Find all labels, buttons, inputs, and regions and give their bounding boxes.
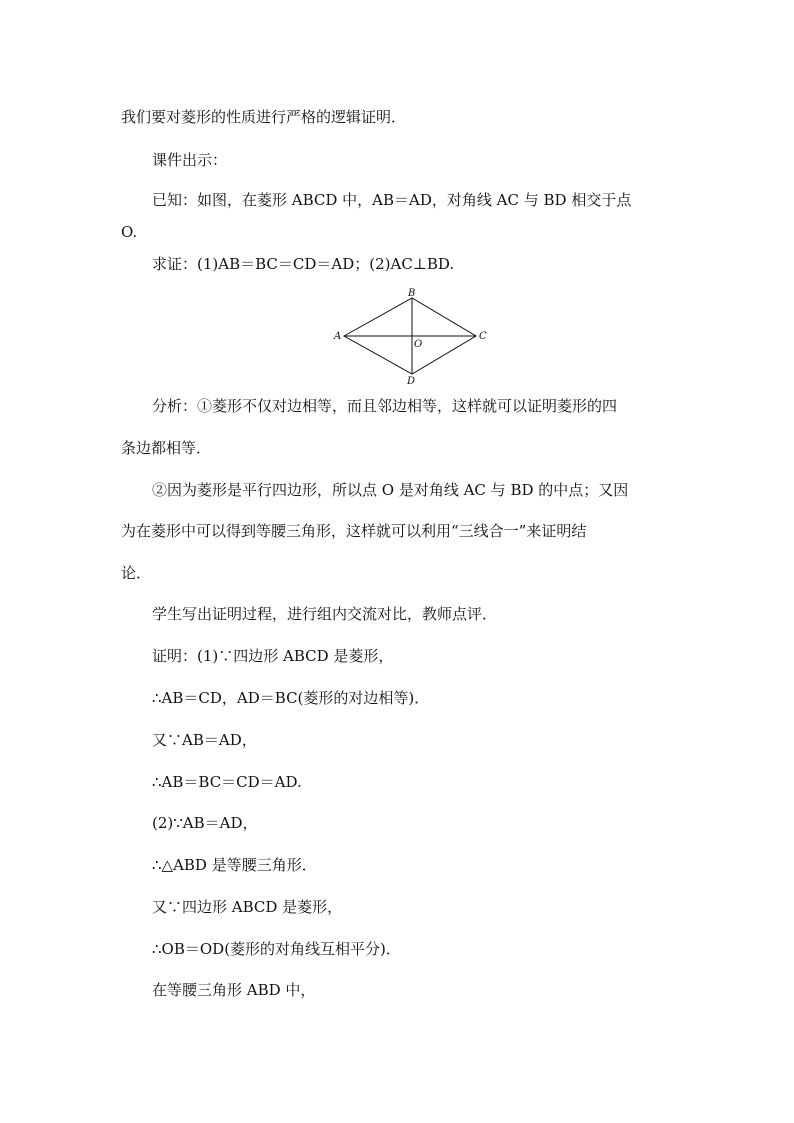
proof-step-8: ∴OB＝OD(菱形的对角线互相平分)． xyxy=(152,940,401,958)
paragraph-intro: 我们要对菱形的性质进行严格的逻辑证明． xyxy=(121,108,407,126)
student-activity: 学生写出证明过程，进行组内交流对比，教师点评． xyxy=(152,605,498,623)
given-line-1: 已知：如图，在菱形 ABCD 中，AB＝AD，对角线 AC 与 BD 相交于点 xyxy=(152,191,632,209)
analysis-line-4: 为在菱形中可以得到等腰三角形，这样就可以利用“三线合一”来证明结 xyxy=(121,522,587,540)
proof-step-1: 证明：(1)∵四边形 ABCD 是菱形， xyxy=(152,647,394,665)
label-b: B xyxy=(408,288,416,299)
rhombus-figure xyxy=(328,286,492,386)
label-d: D xyxy=(407,376,416,386)
given-line-2: O. xyxy=(121,223,138,241)
proof-step-6: ∴△ABD 是等腰三角形． xyxy=(152,856,317,874)
proof-step-4: ∴AB＝BC＝CD＝AD. xyxy=(152,773,302,791)
paragraph-courseware: 课件出示： xyxy=(152,151,228,169)
to-prove: 求证：(1)AB＝BC＝CD＝AD；(2)AC⊥BD. xyxy=(152,255,455,273)
proof-step-7: 又∵四边形 ABCD 是菱形， xyxy=(152,898,343,916)
proof-step-3: 又∵AB＝AD， xyxy=(152,731,257,749)
label-o: O xyxy=(414,339,423,350)
proof-step-9: 在等腰三角形 ABD 中， xyxy=(152,981,316,999)
analysis-line-2: 条边都相等． xyxy=(121,439,212,457)
proof-step-5: (2)∵AB＝AD， xyxy=(152,814,258,832)
proof-step-2: ∴AB＝CD，AD＝BC(菱形的对边相等)． xyxy=(152,689,430,707)
analysis-line-5: 论． xyxy=(121,564,152,582)
analysis-line-3: ②因为菱形是平行四边形，所以点 O 是对角线 AC 与 BD 的中点；又因 xyxy=(152,481,629,499)
label-a: A xyxy=(334,331,342,342)
label-c: C xyxy=(479,331,487,342)
rhombus-diagram xyxy=(328,286,492,386)
analysis-line-1: 分析：①菱形不仅对边相等，而且邻边相等，这样就可以证明菱形的四 xyxy=(152,397,618,415)
